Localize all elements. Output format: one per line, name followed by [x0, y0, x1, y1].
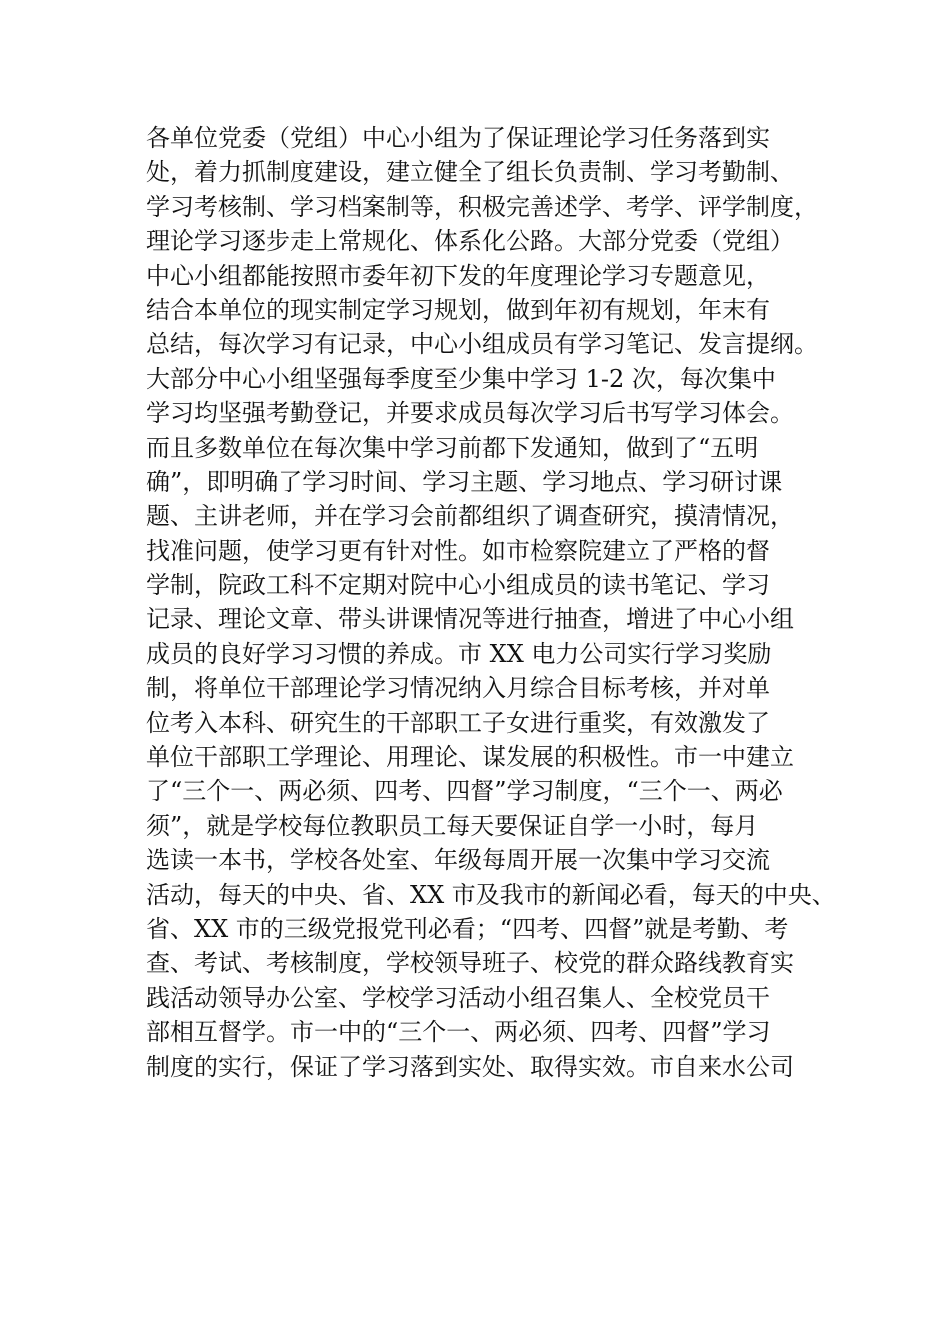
body-text	[146, 121, 836, 1084]
text-line-23: 活动，每天的中央、省、XX 市及我市的新闻必看，每天的中央、	[146, 880, 836, 909]
text-line-14: 学制，院政工科不定期对院中心小组成员的读书笔记、学习	[146, 571, 770, 600]
text-line-1: 各单位党委（党组）中心小组为了保证理论学习任务落到实	[146, 124, 770, 152]
text-line-25: 查、考试、考核制度，学校领导班子、校党的群众路线教育实	[146, 949, 794, 978]
text-line-13: 找准问题，使学习更有针对性。如市检察院建立了严格的督	[146, 536, 770, 565]
text-line-22: 选读一本书，学校各处室、年级每周开展一次集中学习交流	[146, 846, 770, 875]
text-line-4: 理论学习逐步走上常规化、体系化公路。大部分党委（党组）	[146, 227, 794, 256]
text-line-19: 单位干部职工学理论、用理论、谋发展的积极性。市一中建立	[146, 743, 794, 772]
text-line-2: 处，着力抓制度建设，建立健全了组长负责制、学习考勤制、	[146, 158, 794, 187]
text-line-26: 践活动领导办公室、学校学习活动小组召集人、全校党员干	[146, 983, 770, 1012]
text-line-28: 制度的实行，保证了学习落到实处、取得实效。市自来水公司	[146, 1052, 794, 1081]
text-line-9: 学习均坚强考勤登记，并要求成员每次学习后书写学习体会。	[146, 399, 794, 428]
text-line-7: 总结，每次学习有记录，中心小组成员有学习笔记、发言提纲。	[146, 330, 818, 359]
text-line-3: 学习考核制、学习档案制等，积极完善述学、考学、评学制度，	[146, 192, 818, 221]
text-line-16: 成员的良好学习习惯的养成。市 XX 电力公司实行学习奖励	[146, 639, 772, 668]
text-line-18: 位考入本科、研究生的干部职工子女进行重奖，有效激发了	[146, 708, 770, 737]
text-line-24: 省、XX 市的三级党报党刊必看；“四考、四督”就是考勤、考	[146, 914, 789, 943]
text-line-12: 题、主讲老师，并在学习会前都组织了调查研究，摸清情况，	[146, 502, 794, 531]
text-line-10: 而且多数单位在每次集中学习前都下发通知，做到了“五明	[146, 433, 759, 462]
text-line-21: 须”，就是学校每位教职员工每天要保证自学一小时，每月	[146, 811, 759, 840]
text-line-17: 制，将单位干部理论学习情况纳入月综合目标考核，并对单	[146, 674, 770, 703]
text-line-11: 确”，即明确了学习时间、学习主题、学习地点、学习研讨课	[146, 467, 783, 496]
text-line-20: 了“三个一、两必须、四考、四督”学习制度，“三个一、两必	[146, 777, 783, 806]
text-line-15: 记录、理论文章、带头讲课情况等进行抽查，增进了中心小组	[146, 605, 794, 634]
text-line-8: 大部分中心小组坚强每季度至少集中学习 1-2 次，每次集中	[146, 364, 776, 393]
text-line-5: 中心小组都能按照市委年初下发的年度理论学习专题意见，	[146, 261, 770, 290]
text-line-27: 部相互督学。市一中的“三个一、两必须、四考、四督”学习	[146, 1018, 771, 1047]
text-line-6: 结合本单位的现实制定学习规划，做到年初有规划，年末有	[146, 295, 770, 324]
